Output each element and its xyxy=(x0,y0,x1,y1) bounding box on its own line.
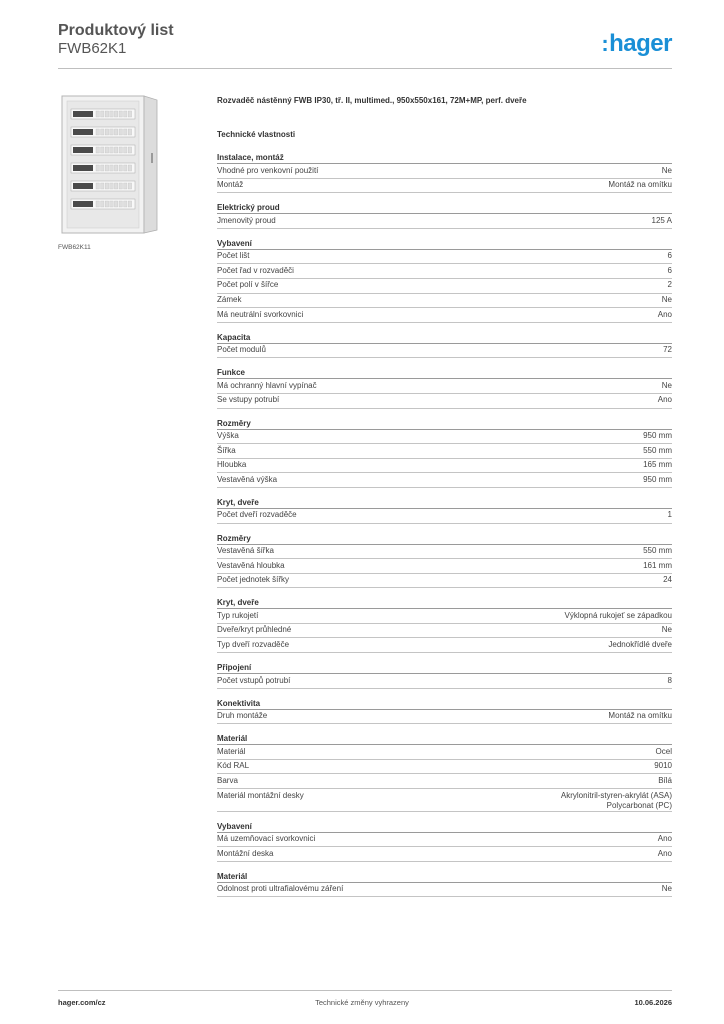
product-description: Rozvaděč nástěnný FWB IP30, tř. II, multimed., 950x550x161, 72M+MP, perf. dveře xyxy=(217,96,527,105)
product-code: FWB62K1 xyxy=(58,40,127,57)
spec-row xyxy=(217,774,672,789)
spec-value: 950 mm xyxy=(643,474,672,484)
spec-group-title: Materiál xyxy=(217,871,672,883)
spec-group xyxy=(217,332,672,359)
spec-row xyxy=(217,264,672,279)
spec-value: Ocel xyxy=(655,746,672,756)
spec-label: Se vstupy potrubí xyxy=(217,395,280,405)
spec-row xyxy=(217,883,672,898)
spec-value: 24 xyxy=(663,575,672,585)
spec-row xyxy=(217,574,672,589)
image-caption: FWB62K11 xyxy=(58,244,91,251)
spec-label: Výška xyxy=(217,431,239,441)
spec-row xyxy=(217,789,672,812)
spec-row xyxy=(217,250,672,265)
spec-row xyxy=(217,379,672,394)
spec-group-title: Kapacita xyxy=(217,332,672,344)
spec-label: Typ dveří rozvaděče xyxy=(217,639,290,649)
spec-label: Má ochranný hlavní vypínač xyxy=(217,380,317,390)
spec-content xyxy=(217,96,672,906)
spec-value: 6 xyxy=(667,251,672,261)
spec-group-title: Kryt, dveře xyxy=(217,597,672,609)
spec-row xyxy=(217,545,672,560)
spec-value: 72 xyxy=(663,345,672,355)
spec-value: Montáž na omítku xyxy=(608,711,672,721)
spec-group-title: Vybavení xyxy=(217,238,672,250)
spec-label: Počet jednotek šířky xyxy=(217,575,290,585)
spec-group-title: Vybavení xyxy=(217,821,672,833)
spec-label: Počet dveří rozvaděče xyxy=(217,510,297,520)
spec-value: Montáž na omítku xyxy=(608,180,672,190)
spec-group-title: Instalace, montáž xyxy=(217,152,672,164)
header-divider xyxy=(58,68,672,69)
spec-label: Kód RAL xyxy=(217,761,250,771)
spec-group xyxy=(217,597,672,653)
spec-value: Ano xyxy=(657,834,672,844)
spec-value: 550 mm xyxy=(643,546,672,555)
spec-label: Materiál xyxy=(217,746,246,756)
spec-label: Barva xyxy=(217,775,238,785)
spec-row xyxy=(217,344,672,359)
spec-value: Ano xyxy=(657,848,672,858)
spec-label: Hloubka xyxy=(217,460,247,470)
spec-group xyxy=(217,418,672,488)
spec-group-title: Funkce xyxy=(217,367,672,379)
spec-value: Ne xyxy=(661,295,672,305)
spec-row xyxy=(217,559,672,574)
page-title: Produktový list xyxy=(58,22,174,39)
spec-label: Materiál montážní desky xyxy=(217,790,304,800)
spec-row xyxy=(217,308,672,323)
spec-row xyxy=(217,710,672,725)
spec-label: Počet řad v rozvaděči xyxy=(217,265,294,275)
spec-group xyxy=(217,152,672,193)
spec-value: Ne xyxy=(661,884,672,894)
spec-row xyxy=(217,214,672,229)
spec-value: Výklopná rukojeť se západkou xyxy=(564,610,672,620)
spec-row xyxy=(217,279,672,294)
spec-row xyxy=(217,745,672,760)
spec-value: Jednokřídlé dveře xyxy=(608,639,672,649)
spec-group xyxy=(217,497,672,524)
spec-label: Vestavěná šířka xyxy=(217,546,274,555)
spec-label: Dveře/kryt průhledné xyxy=(217,625,292,635)
spec-label: Typ rukojetí xyxy=(217,610,259,620)
spec-label: Vhodné pro venkovní použití xyxy=(217,165,319,175)
spec-label: Počet vstupů potrubí xyxy=(217,675,291,685)
spec-value: Ne xyxy=(661,625,672,635)
spec-group-title: Elektrický proud xyxy=(217,202,672,214)
spec-group-title: Konektivita xyxy=(217,698,672,710)
spec-label: Má uzemňovací svorkovnici xyxy=(217,834,316,844)
spec-row xyxy=(217,394,672,409)
spec-row xyxy=(217,430,672,445)
footer-date: 10.06.2026 xyxy=(634,998,672,1007)
spec-value: Ano xyxy=(657,395,672,405)
spec-row xyxy=(217,624,672,639)
spec-value: 125 A xyxy=(651,215,672,225)
spec-row xyxy=(217,674,672,689)
footer-website: hager.com/cz xyxy=(58,998,106,1007)
tech-properties-heading: Technické vlastnosti xyxy=(217,130,296,139)
hager-logo: :hager xyxy=(601,30,672,57)
spec-label: Druh montáže xyxy=(217,711,268,721)
spec-row xyxy=(217,164,672,179)
spec-label: Montáž xyxy=(217,180,244,190)
spec-value: 950 mm xyxy=(643,431,672,441)
spec-value: 2 xyxy=(667,280,672,290)
spec-value: Akrylonitril-styren-akrylát (ASA) Polycarbonat (PC) xyxy=(560,790,672,810)
spec-label: Montážní deska xyxy=(217,848,274,858)
spec-group-title: Materiál xyxy=(217,733,672,745)
spec-value: 8 xyxy=(667,675,672,685)
spec-row xyxy=(217,609,672,624)
spec-value: Ano xyxy=(657,309,672,319)
spec-row xyxy=(217,833,672,848)
spec-value: 6 xyxy=(667,265,672,275)
spec-label: Počet modulů xyxy=(217,345,266,355)
spec-row xyxy=(217,459,672,474)
spec-value: 550 mm xyxy=(643,445,672,455)
spec-label: Vestavěná hloubka xyxy=(217,560,285,570)
spec-row xyxy=(217,444,672,459)
spec-value: 1 xyxy=(667,510,672,520)
spec-label: Jmenovitý proud xyxy=(217,215,276,225)
spec-row xyxy=(217,473,672,488)
spec-group xyxy=(217,367,672,408)
spec-row xyxy=(217,179,672,194)
spec-group xyxy=(217,533,672,589)
spec-label: Vestavěná výška xyxy=(217,474,278,484)
spec-value: 165 mm xyxy=(643,460,672,470)
spec-group-title: Kryt, dveře xyxy=(217,497,672,509)
spec-label: Šířka xyxy=(217,445,236,455)
spec-row xyxy=(217,638,672,653)
spec-value: Ne xyxy=(661,380,672,390)
footer-disclaimer: Technické změny vyhrazeny xyxy=(315,998,409,1007)
spec-row xyxy=(217,760,672,775)
spec-value: 161 mm xyxy=(643,560,672,570)
spec-group xyxy=(217,202,672,229)
spec-group xyxy=(217,733,672,811)
spec-value: Bílá xyxy=(658,775,672,785)
footer-divider xyxy=(58,990,672,991)
spec-group xyxy=(217,871,672,898)
spec-group-title: Rozměry xyxy=(217,533,672,545)
spec-group-title: Připojení xyxy=(217,662,672,674)
spec-group xyxy=(217,238,672,323)
logo-text: hager xyxy=(609,30,672,57)
spec-label: Počet lišt xyxy=(217,251,250,261)
spec-row xyxy=(217,847,672,862)
spec-label: Zámek xyxy=(217,295,242,305)
product-image xyxy=(58,93,160,236)
spec-group xyxy=(217,821,672,862)
spec-group xyxy=(217,698,672,725)
spec-value: Ne xyxy=(661,165,672,175)
spec-row xyxy=(217,294,672,309)
spec-group-title: Rozměry xyxy=(217,418,672,430)
spec-label: Počet polí v šířce xyxy=(217,280,279,290)
spec-row xyxy=(217,509,672,524)
spec-label: Má neutrální svorkovnici xyxy=(217,309,304,319)
spec-value: 9010 xyxy=(654,761,672,771)
spec-group xyxy=(217,662,672,689)
spec-label: Odolnost proti ultrafialovému záření xyxy=(217,884,344,894)
spec-groups xyxy=(217,152,672,897)
